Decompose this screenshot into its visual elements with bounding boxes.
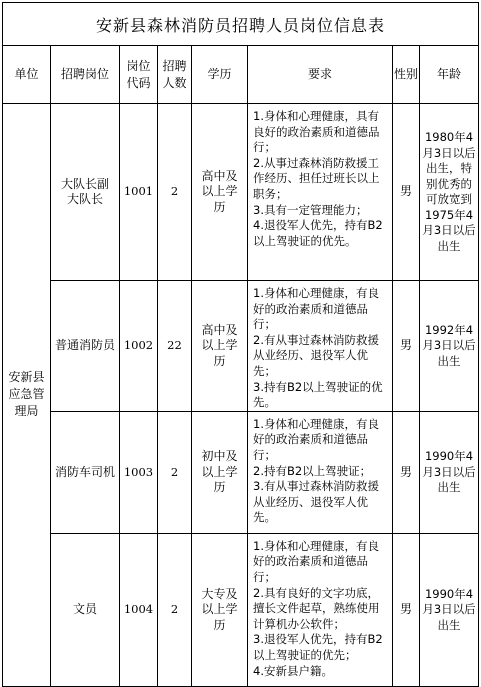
requirement-item: 4.安新县户籍。 (253, 663, 333, 678)
table-row (3, 411, 479, 533)
requirement-item: 1.身体和心理健康，有良好的政治素质和道德品行； (253, 416, 379, 462)
header-education: 学历 (192, 46, 248, 104)
requirement-item: 3.有从事过森林消防救援从业经历、退役军人优先。 (253, 479, 379, 525)
requirement-item: 3.持有B2以上驾驶证的优先。 (253, 379, 383, 410)
requirements-cell (248, 411, 393, 533)
header-position: 招聘岗位 (51, 46, 120, 104)
education-cell: 高中及以上学历 (192, 281, 248, 412)
age-cell: 1980年4月3日以后出生，特别优秀的可放宽到1975年4月3日以后出生 (420, 104, 479, 281)
unit-cell: 安新县应急管理局 (3, 104, 51, 687)
position-cell: 消防车司机 (51, 411, 120, 533)
position-cell: 普通消防员 (51, 281, 120, 412)
count-cell: 2 (158, 104, 192, 281)
count-cell: 2 (158, 533, 192, 686)
code-cell: 1003 (120, 411, 158, 533)
requirement-item: 2.有从事过森林消防救援从业经历、退役军人优先； (253, 332, 379, 378)
header-gender: 性别 (393, 46, 420, 104)
header-unit: 单位 (3, 46, 51, 104)
requirement-item: 1.身体和心理健康，有良好的政治素质和道德品行； (253, 286, 379, 332)
position-cell: 文员 (51, 533, 120, 686)
requirements-cell (248, 104, 393, 281)
table-title: 安新县森林消防员招聘人员岗位信息表 (3, 3, 479, 46)
requirements-cell (248, 281, 393, 412)
table-row (3, 281, 479, 412)
age-cell: 1990年4月3日以后出生 (420, 411, 479, 533)
age-cell: 1990年4月3日以后出生 (420, 533, 479, 686)
gender-cell: 男 (393, 281, 420, 412)
requirements-cell (248, 533, 393, 686)
header-count: 招聘人数 (158, 46, 192, 104)
education-cell: 大专及以上学历 (192, 533, 248, 686)
requirement-item: 4.退役军人优先，持有B2以上驾驶证的优先。 (253, 218, 383, 248)
requirement-item: 3.具有一定管理能力； (253, 202, 368, 217)
education-cell: 高中及以上学历 (192, 104, 248, 281)
header-code: 岗位代码 (120, 46, 158, 104)
requirement-item: 3.退役军人优先，持有B2以上驾驶证的优先； (253, 632, 383, 662)
requirement-item: 1.身体和心理健康，具有良好的政治素质和道德品行； (253, 109, 380, 155)
recruitment-table (2, 2, 479, 687)
education-cell: 初中及以上学历 (192, 411, 248, 533)
requirement-item: 1.身体和心理健康，有良好的政治素质和道德品行； (253, 538, 379, 584)
table-row (3, 104, 479, 281)
header-age: 年龄 (420, 46, 479, 104)
position-cell: 大队长副大队长 (51, 104, 120, 281)
age-cell: 1992年4月3日以后出生 (420, 281, 479, 412)
code-cell: 1001 (120, 104, 158, 281)
gender-cell: 男 (393, 411, 420, 533)
code-cell: 1002 (120, 281, 158, 412)
requirement-item: 2.具有良好的文字功底，擅长文件起草，熟练使用计算机办公软件； (253, 585, 380, 631)
requirement-item: 2.从事过森林消防救援工作经历、担任过班长以上职务； (253, 155, 380, 201)
requirement-item: 2.持有B2以上驾驶证； (253, 463, 372, 478)
count-cell: 22 (158, 281, 192, 412)
code-cell: 1004 (120, 533, 158, 686)
gender-cell: 男 (393, 104, 420, 281)
header-row (3, 46, 479, 104)
header-requirements: 要求 (248, 46, 393, 104)
gender-cell: 男 (393, 533, 420, 686)
table-row (3, 533, 479, 686)
count-cell: 2 (158, 411, 192, 533)
